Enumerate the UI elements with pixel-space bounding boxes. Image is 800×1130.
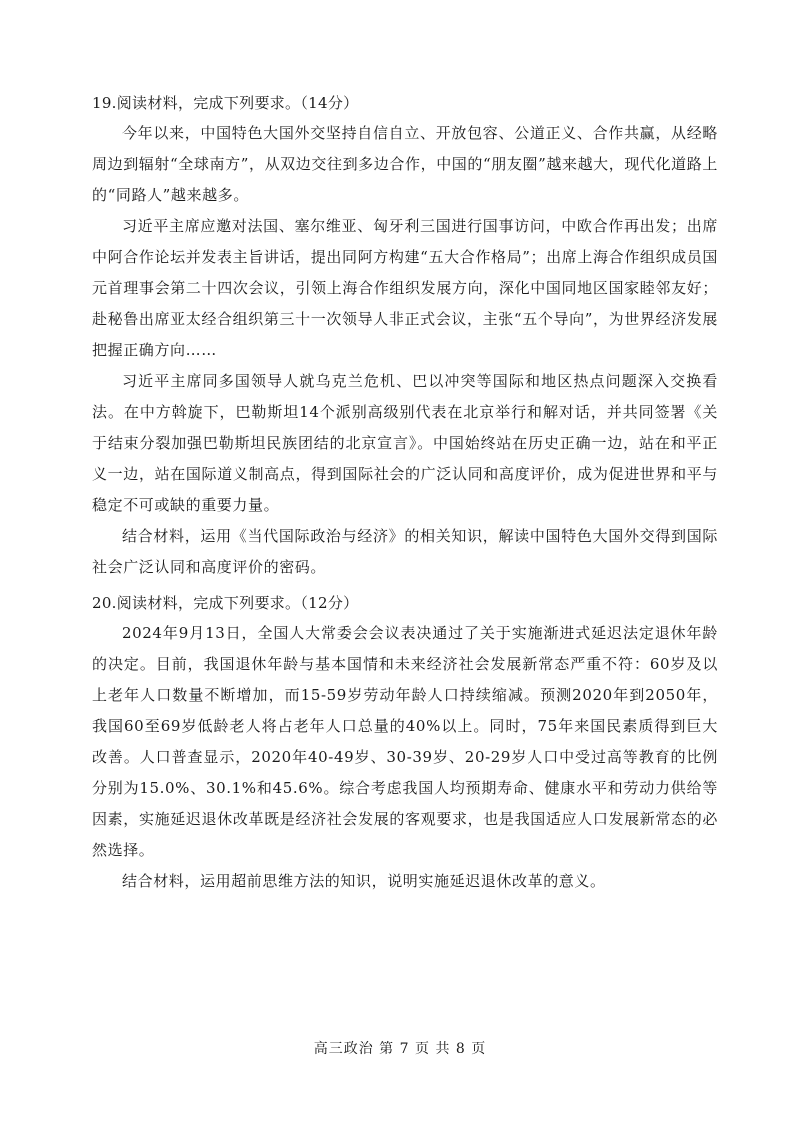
question-20-prompt: 结合材料，运用超前思维方法的知识，说明实施延迟退休改革的意义。 xyxy=(122,872,606,890)
question-20-paragraph-1: 2024年9月13日，全国人大常委会会议表决通过了关于实施渐进式延迟法定退休年龄的决定。目前，我国退休年龄与基本国情和未来经济社会发展新常态严重不符：60岁及以上老年人口数量不断增加，而15-59岁劳动年龄人口持续缩减。预测2020年到2050年，我国60至69岁低龄老人将占老年人口总量的40%以上。同时，75年来国民素质得到巨大改善。人口普查显示，2020年40-49岁、30-39岁、20-29岁人口中受过高等教育的比例分别为15.0%、30.1%和45.6%。综合考虑我国人均预期寿命、健康水平和劳动力供给等因素，实施延迟退休改革既是经济社会发展的客观要求，也是我国适应人口发展新常态的必然选择。 xyxy=(92,624,718,859)
question-19 xyxy=(92,90,718,583)
question-19-title: 19.阅读材料，完成下列要求。（14分） xyxy=(92,94,359,112)
page-footer: 高三政治 第 7 页 共 8 页 xyxy=(313,1041,487,1057)
question-19-paragraph-2: 习近平主席应邀对法国、塞尔维亚、匈牙利三国进行国事访问，中欧合作再出发；出席中阿合作论坛并发表主旨讲话，提出同阿方构建“五大合作格局”；出席上海合作组织成员国元首理事会第二十四次会议，引领上海合作组织发展方向，深化中国同地区国家睦邻友好；赴秘鲁出席亚太经合组织第三十一次领导人非正式会议，主张“五个导向”，为世界经济发展把握正确方向…… xyxy=(92,217,718,359)
question-20 xyxy=(92,590,718,897)
question-19-paragraph-1: 今年以来，中国特色大国外交坚持自信自立、开放包容、公道正义、合作共赢，从经略周边到辐射“全球南方”，从双边交往到多边合作，中国的“朋友圈”越来越大，现代化道路上的“同路人”越来越多。 xyxy=(92,124,718,204)
question-19-paragraph-3: 习近平主席同多国领导人就乌克兰危机、巴以冲突等国际和地区热点问题深入交换看法。在中方斡旋下，巴勒斯坦14个派别高级别代表在北京举行和解对话，并共同签署《关于结束分裂加强巴勒斯坦民族团结的北京宣言》。中国始终站在历史正确一边，站在和平正义一边，站在国际道义制高点，得到国际社会的广泛认同和高度评价，成为促进世界和平与稳定不可或缺的重要力量。 xyxy=(92,372,718,514)
question-19-prompt: 结合材料，运用《当代国际政治与经济》的相关知识，解读中国特色大国外交得到国际社会广泛认同和高度评价的密码。 xyxy=(92,527,718,576)
question-20-title: 20.阅读材料，完成下列要求。（12分） xyxy=(92,594,359,612)
